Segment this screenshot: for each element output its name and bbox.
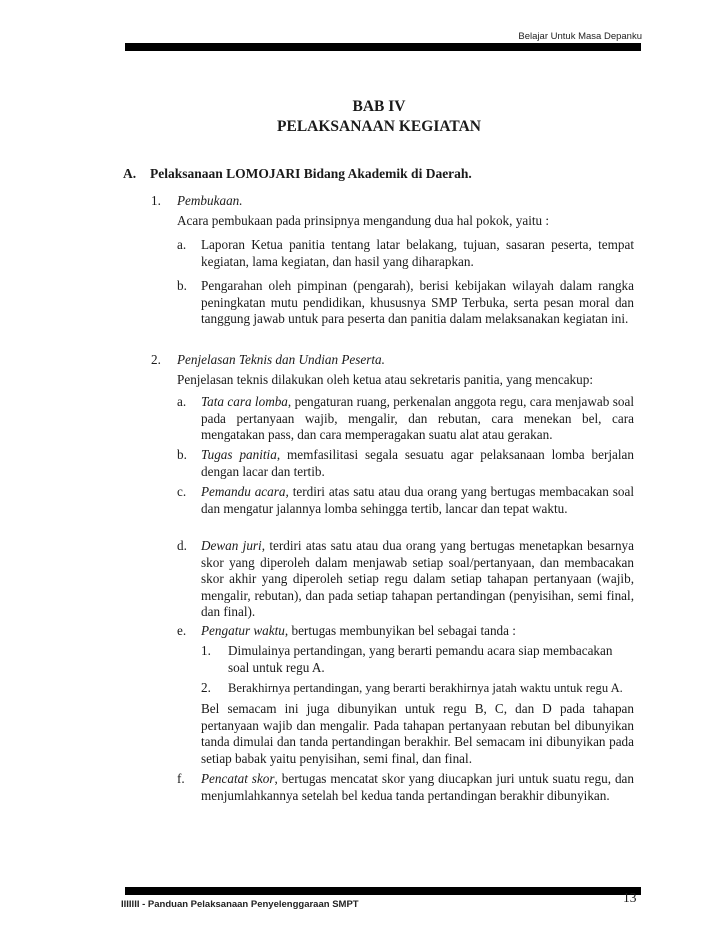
item1-b-marker: b.	[177, 278, 187, 293]
item2-e-body: , bertugas membunyikan bel sebagai tanda :	[284, 623, 516, 638]
footer-text: IIIIIII - Panduan Pelaksanaan Penyelenggaraan SMPT	[121, 899, 359, 910]
item1-a-marker: a.	[177, 237, 187, 252]
item2-intro: Penjelasan teknis dilakukan oleh ketua atau sekretaris panitia, yang mencakup:	[177, 372, 593, 387]
item2-e-sub2-text: Berakhirnya pertandingan, yang berarti berakhirnya jatah waktu untuk regu A.	[228, 681, 623, 695]
item2-b-body: , memfasilitasi segala sesuatu agar pelaksanaan lomba berjalan dengan lacar dan tertib.	[201, 447, 634, 479]
item2-c-text	[201, 484, 634, 517]
section-a-heading	[123, 166, 472, 182]
item2-e-sub1-marker: 1.	[201, 643, 211, 658]
item2-d-term: Dewan juri	[201, 538, 262, 553]
footer-rule	[125, 887, 641, 895]
item2-d-body: , terdiri atas satu atau dua orang yang bertugas menetapkan besarnya skor yang diperoleh dalam menjawab setiap soal/pertanyaan, dan membacakan skor akhir yang diperoleh setiap regu dalam setiap tahapan pertanyaan (wajib, mengalir, rebutan), dan pada setiap tahapan pertandingan (penyisihan, semi final, dan final).	[201, 538, 634, 620]
item1-title: Pembukaan.	[177, 193, 243, 208]
item2-e-after: Bel semacam ini juga dibunyikan untuk regu B, C, dan D pada tahapan pertanyaan wajib dan mengalir. Pada tahapan pertanyaan rebutan bel dibunyikan tanda dimulai dan tanda pertandingan berakhir. Bel semacam ini dibunyikan pada setiap babak yaitu penyisihan, semi final, dan final.	[201, 701, 634, 766]
item2-a-marker: a.	[177, 394, 187, 409]
item2-f-body: , bertugas mencatat skor yang diucapkan juri untuk suatu regu, dan menjumlahkannya setelah bel kedua tanda pertandingan berakhir dibunyikan.	[201, 771, 634, 803]
item2-b-text	[201, 447, 634, 480]
item2-e-marker: e.	[177, 623, 187, 638]
item2-f-text	[201, 771, 634, 804]
item2-c-term: Pemandu acara,	[201, 484, 289, 499]
section-a-marker: A.	[123, 166, 137, 181]
item2-f-marker: f.	[177, 771, 185, 786]
item2-title: Penjelasan Teknis dan Undian Peserta.	[177, 352, 385, 367]
item1-b-text: Pengarahan oleh pimpinan (pengarah), berisi kebijakan wilayah dalam rangka peningkatan mutu pendidikan, khususnya SMP Terbuka, serta pesan moral dan tanggung jawab untuk para peserta dan panitia dalam melaksanakan kegiatan ini.	[201, 278, 634, 327]
item1-intro: Acara pembukaan pada prinsipnya mengandung dua hal pokok, yaitu :	[177, 213, 550, 228]
header-rule	[125, 43, 641, 51]
item2-b-term: Tugas panitia	[201, 447, 277, 462]
item2-d-marker: d.	[177, 538, 187, 553]
item1-a-text: Laporan Ketua panitia tentang latar belakang, tujuan, sasaran peserta, tempat kegiatan, lama kegiatan, dan hasil yang diharapkan.	[201, 237, 634, 269]
section-a-title: Pelaksanaan LOMOJARI Bidang Akademik di Daerah.	[150, 166, 472, 181]
item2-e-sub1-text: Dimulainya pertandingan, yang berarti pemandu acara siap membacakan soal untuk regu A.	[228, 643, 613, 675]
item2-d-text	[201, 538, 634, 621]
item2-marker: 2.	[151, 352, 161, 367]
item2-c-marker: c.	[177, 484, 187, 499]
item2-f-term: Pencatat skor	[201, 771, 275, 786]
item2-e-text	[201, 623, 634, 640]
item1-marker: 1.	[151, 193, 161, 208]
chapter-title: PELAKSANAAN KEGIATAN	[277, 118, 481, 135]
item2-c-body: terdiri atas satu atau dua orang yang bertugas membacakan soal dan mengatur jalannya lomba sehingga tertib, lancar dan tepat waktu.	[201, 484, 634, 516]
page-number: 13	[623, 890, 637, 905]
item2-e-sub2-marker: 2.	[201, 680, 211, 695]
item2-a-body: , pengaturan ruang, perkenalan anggota regu, cara menjawab soal pada pertanyaan wajib, mengalir, dan rebutan, cara menekan bel, cara mengatakan pass, dan cara memperagakan suatu alat atau gerakan.	[201, 394, 634, 443]
item2-a-term: Tata cara lomba	[201, 394, 288, 409]
item2-e-term: Pengatur waktu	[201, 623, 285, 638]
item2-a-text	[201, 394, 634, 444]
item2-b-marker: b.	[177, 447, 187, 462]
chapter-number: BAB IV	[352, 98, 406, 115]
running-header: Belajar Untuk Masa Depanku	[518, 31, 642, 42]
